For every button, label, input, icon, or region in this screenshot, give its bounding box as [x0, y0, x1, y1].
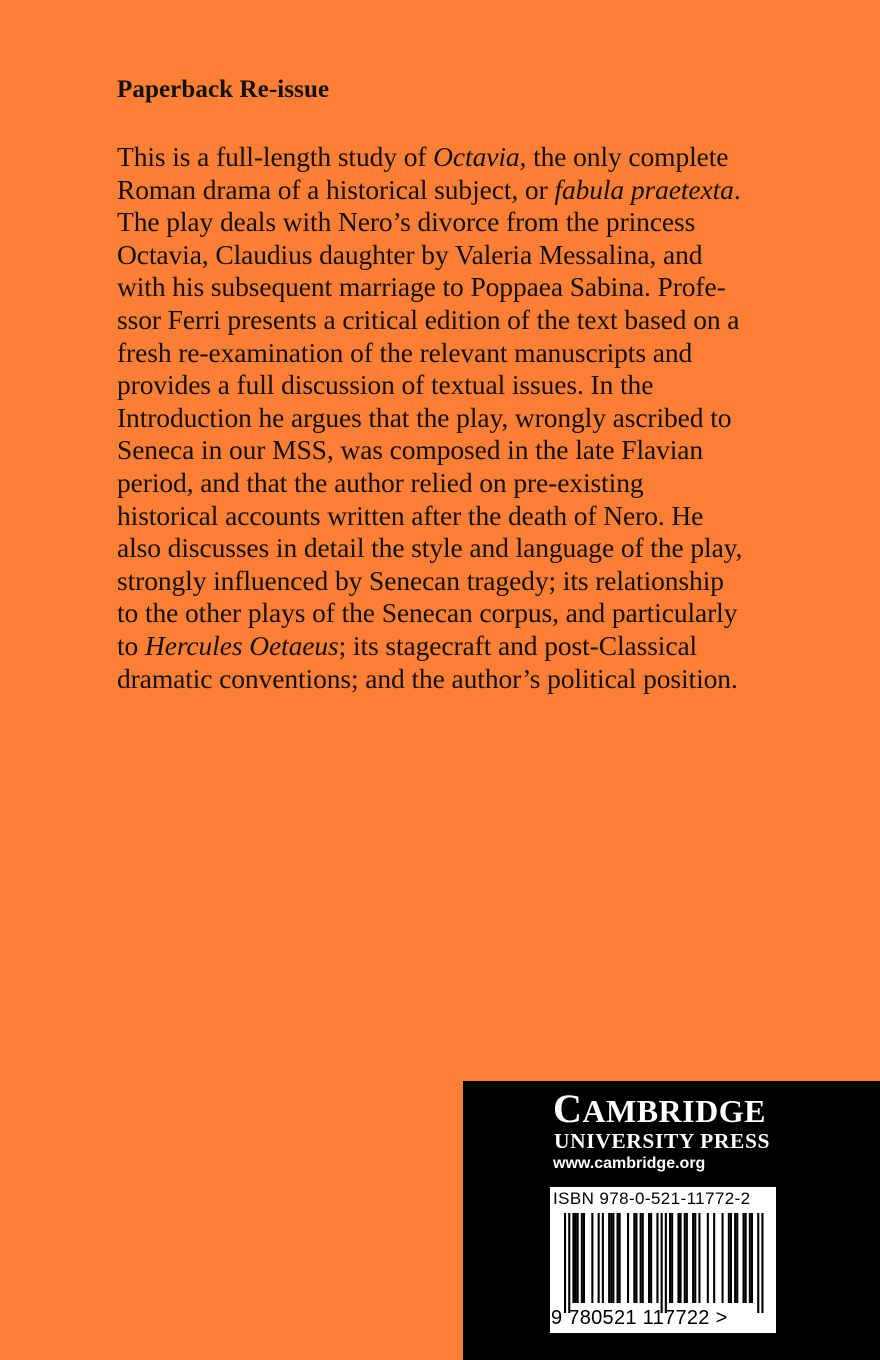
blurb-line	[117, 434, 742, 467]
barcode-bar	[713, 1213, 715, 1303]
publisher-subtitle: UNIVERSITY PRESS	[554, 1129, 771, 1153]
text-run: also discusses in detail the style and language of the play,	[117, 532, 743, 564]
barcode-bar	[633, 1213, 635, 1303]
text-run: to	[117, 629, 145, 661]
barcode-bar	[575, 1213, 577, 1303]
text-run: provides a full discussion of textual issues. In the	[117, 369, 654, 401]
blurb-line	[117, 141, 742, 174]
blurb-line	[117, 337, 742, 370]
text-run: The play deals with Nero’s divorce from the princess	[117, 206, 696, 238]
blurb-line	[117, 239, 742, 272]
barcode-bar	[745, 1213, 747, 1303]
barcode-bar	[728, 1213, 730, 1303]
blurb-line	[117, 206, 742, 239]
barcode-bar	[761, 1213, 763, 1313]
italic-title: Hercules Oetaeus	[144, 629, 339, 661]
blurb-line	[117, 467, 742, 500]
blurb-line	[117, 597, 742, 630]
barcode-bar	[694, 1213, 696, 1303]
ean-digits: 9 780521 117722 >	[551, 1307, 728, 1329]
barcode-bar	[749, 1213, 751, 1303]
barcode-bar	[684, 1213, 686, 1303]
publisher-name-initial: C	[553, 1086, 583, 1131]
barcode-bar	[610, 1213, 612, 1303]
barcode-bar	[583, 1213, 585, 1303]
barcode-bar	[602, 1213, 604, 1303]
barcode-bar	[581, 1213, 583, 1303]
publisher-logo-name	[553, 1087, 766, 1133]
barcode-bar	[635, 1213, 637, 1303]
text-run: ssor Ferri presents a critical edition of the text based on a	[117, 303, 740, 335]
barcode-bar	[598, 1213, 600, 1303]
text-run: strongly influenced by Senecan tragedy; its relationship	[117, 564, 724, 596]
publisher-website: www.cambridge.org	[553, 1155, 706, 1172]
barcode-bar	[627, 1213, 629, 1303]
barcode-bar	[722, 1213, 724, 1303]
barcode-bar	[665, 1213, 667, 1313]
barcode-bar	[572, 1213, 574, 1303]
text-run: Roman drama of a historical subject, or	[117, 173, 555, 205]
text-run: to the other plays of the Senecan corpus, and particularly	[117, 597, 738, 629]
text-run: period, and that the author relied on pre-existing	[117, 466, 644, 498]
barcode-bar	[736, 1213, 738, 1303]
blurb-line	[117, 174, 742, 207]
barcode-bar	[564, 1213, 566, 1313]
isbn-text: ISBN 978-0-521-11772-2	[553, 1189, 751, 1208]
text-run: fresh re-examination of the relevant manuscripts and	[117, 336, 693, 368]
text-run: Introduction he argues that the play, wrongly ascribed to	[117, 401, 732, 433]
barcode-bar	[686, 1213, 688, 1303]
barcode-bar	[707, 1213, 709, 1303]
barcode-bar	[751, 1213, 753, 1303]
barcode-bar	[743, 1213, 745, 1303]
blurb-line	[117, 663, 742, 696]
blurb-line	[117, 271, 742, 304]
blurb-line	[117, 565, 742, 598]
barcode-bar	[568, 1213, 570, 1313]
barcode-bar	[671, 1213, 673, 1303]
barcode-bar	[661, 1213, 663, 1313]
barcode-bar	[680, 1213, 682, 1303]
barcode-bar	[648, 1213, 650, 1303]
blurb-line	[117, 304, 742, 337]
barcode-bar	[608, 1213, 610, 1303]
text-run: This is a full-length study of	[117, 141, 434, 172]
barcode-bar	[640, 1213, 642, 1303]
barcode-bar	[591, 1213, 593, 1303]
barcode-bar	[619, 1213, 621, 1303]
barcode-bar	[656, 1213, 658, 1303]
text-run: Octavia, Claudius daughter by Valeria Messalina, and	[117, 238, 703, 270]
barcode-bar	[730, 1213, 732, 1303]
publisher-panel	[463, 1081, 880, 1360]
barcode-bar	[612, 1213, 614, 1303]
barcode-bar	[757, 1213, 759, 1313]
text-run: dramatic conventions; and the author’s political position.	[117, 662, 738, 694]
blurb-line	[117, 532, 742, 565]
blurb-text	[117, 141, 742, 695]
text-run: ; its stagecraft and post-Classical	[338, 629, 698, 661]
barcode-bar	[677, 1213, 679, 1303]
barcode-bar	[617, 1213, 619, 1303]
barcode-bar	[734, 1213, 736, 1303]
text-run: .	[733, 173, 741, 205]
blurb-line	[117, 500, 742, 533]
barcode-bar	[642, 1213, 644, 1303]
barcode-bar	[698, 1213, 700, 1303]
barcode-bar	[577, 1213, 579, 1303]
barcode-bar	[650, 1213, 652, 1303]
text-run: historical accounts written after the death of Nero. He	[117, 499, 704, 531]
italic-title: fabula praetexta	[554, 173, 734, 205]
section-heading: Paperback Re-issue	[117, 76, 330, 103]
blurb-line	[117, 402, 742, 435]
barcode-bar	[669, 1213, 671, 1303]
publisher-name-rest: AMBRIDGE	[582, 1093, 766, 1129]
blurb-line	[117, 369, 742, 402]
blurb-line	[117, 630, 742, 663]
isbn-barcode	[550, 1187, 776, 1333]
barcode-bar	[692, 1213, 694, 1303]
text-run: , the only complete	[519, 141, 729, 172]
text-run: with his subsequent marriage to Poppaea Sabina. Profe-	[117, 271, 726, 303]
text-run: Seneca in our MSS, was composed in the late Flavian	[117, 434, 704, 466]
italic-title: Octavia	[433, 141, 520, 172]
